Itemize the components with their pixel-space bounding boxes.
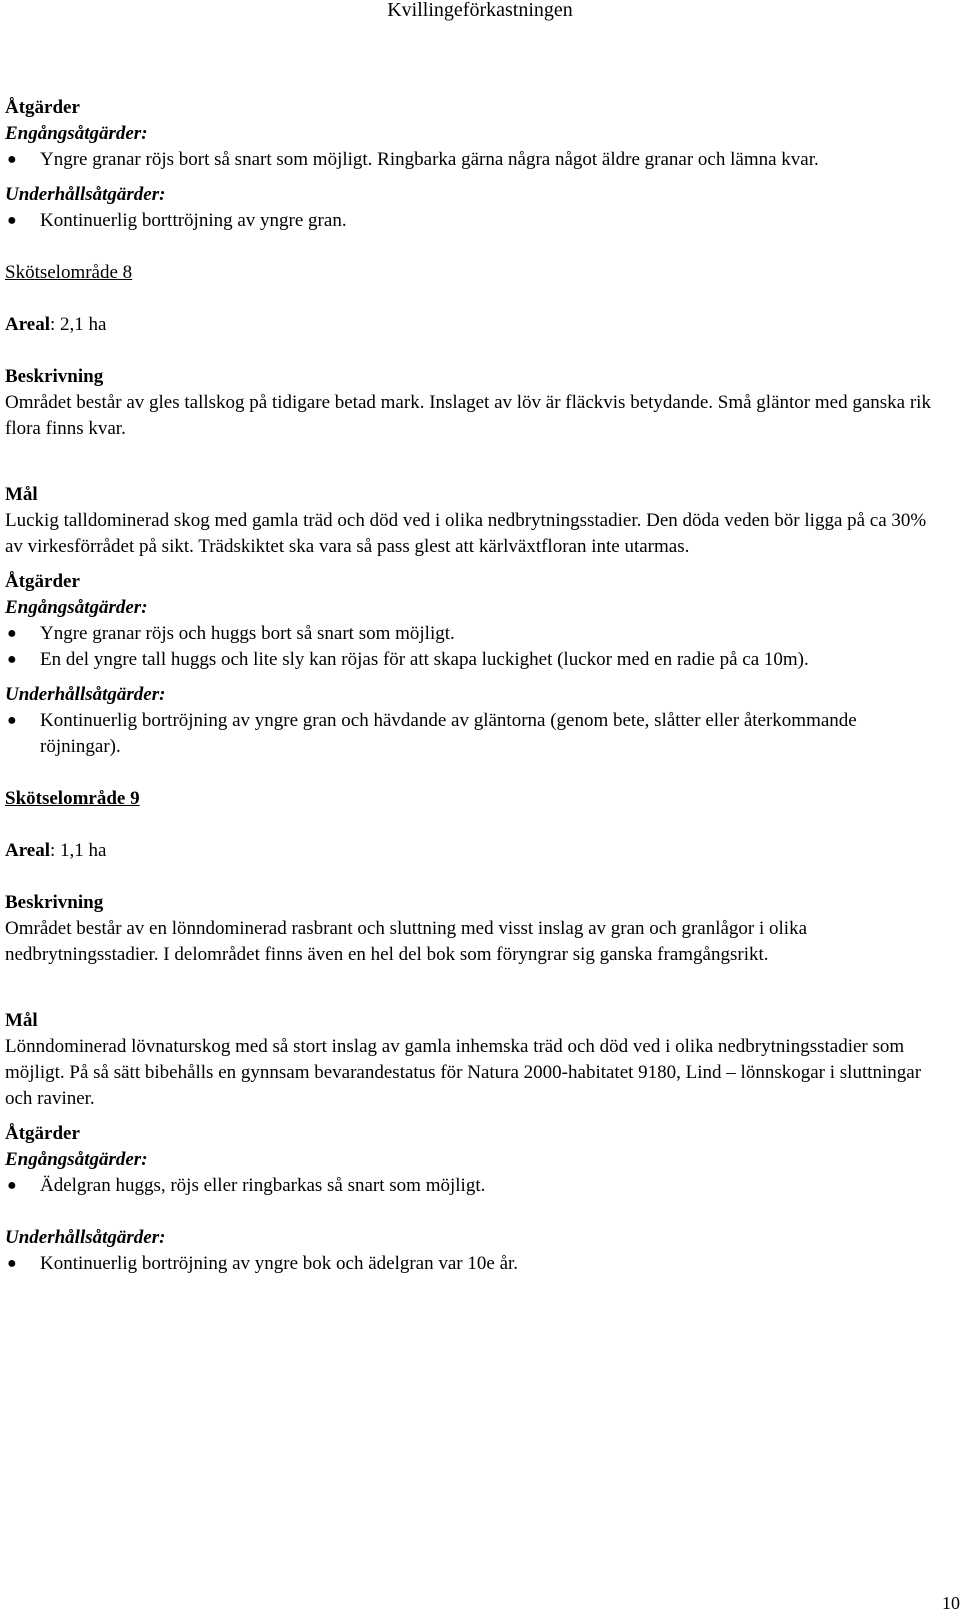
mal-heading: Mål [5, 484, 38, 505]
bullet-icon: ● [7, 212, 17, 229]
section-title-9: Skötselområde 9 [5, 788, 140, 809]
atgarder-heading: Åtgärder [5, 1123, 80, 1144]
mal-heading: Mål [5, 1010, 38, 1031]
areal-value: : 2,1 ha [50, 314, 107, 335]
underhallsatgarder-list [5, 708, 940, 760]
underhallsatgarder-list [5, 1251, 940, 1277]
areal-value: : 1,1 ha [50, 840, 107, 861]
beskrivning-text: Området består av gles tallskog på tidigare betad mark. Inslaget av löv är fläckvis betydande. Små gläntor med ganska rik flora finns kvar. [5, 392, 931, 439]
bullet-icon: ● [7, 1255, 17, 1272]
areal-line [5, 838, 940, 864]
bullet-icon: ● [7, 151, 17, 168]
areal-label: Areal [5, 314, 51, 335]
list-item: ● Kontinuerlig bortröjning av yngre gran och hävdande av gläntorna (genom bete, slåtter eller återkommande röjningar). [7, 710, 857, 757]
bullet-icon: ● [7, 625, 17, 642]
bullet-icon: ● [7, 651, 17, 668]
beskrivning-heading: Beskrivning [5, 366, 104, 387]
page-number: 10 [942, 1593, 960, 1613]
engangsatgarder-label: Engångsåtgärder: [5, 597, 148, 618]
list-item: ● Kontinuerlig bortröjning av yngre bok och ädelgran var 10e år. [5, 1251, 940, 1277]
list-item: ● Yngre granar röjs bort så snart som möjligt. Ringbarka gärna några något äldre granar och lämna kvar. [5, 147, 940, 173]
list-item: ● Yngre granar röjs och huggs bort så snart som möjligt. [5, 621, 940, 647]
underhallsatgarder-list [5, 208, 940, 234]
atgarder-heading: Åtgärder [5, 97, 80, 118]
list-item: ● Ädelgran huggs, röjs eller ringbarkas så snart som möjligt. [5, 1173, 940, 1199]
document-body [5, 95, 940, 1277]
document-header: Kvillingeförkastningen [387, 0, 573, 21]
engangsatgarder-list [5, 621, 940, 673]
mal-text: Luckig talldominerad skog med gamla träd och död ved i olika nedbrytningsstadier. Den döda veden bör ligga på ca 30% av virkesförrådet på sikt. Trädskiktet ska vara så pass glest att kärlväxtfloran inte utarmas. [5, 510, 927, 557]
engangsatgarder-list [5, 147, 940, 173]
underhallsatgarder-label: Underhållsåtgärder: [5, 684, 166, 705]
bullet-icon: ● [7, 712, 17, 729]
list-item: ● En del yngre tall huggs och lite sly kan röjas för att skapa luckighet (luckor med en radie på ca 10m). [5, 647, 940, 673]
bullet-icon: ● [7, 1177, 17, 1194]
underhallsatgarder-label: Underhållsåtgärder: [5, 184, 166, 205]
beskrivning-heading: Beskrivning [5, 892, 104, 913]
beskrivning-text: Området består av en lönndominerad rasbrant och sluttning med visst inslag av gran och granlågor i olika nedbrytningsstadier. I delområdet finns även en hel del bok som föryngrar sig ganska framgångsrikt. [5, 918, 808, 965]
mal-text: Lönndominerad lövnaturskog med så stort inslag av gamla inhemska träd och död ved i olika nedbrytningsstadier som möjligt. På så sätt bibehålls en gynnsam bevarandestatus för Natura 2000-habitatet 9180, Lind – lönnskogar i sluttningar och raviner. [5, 1036, 922, 1109]
underhallsatgarder-label: Underhållsåtgärder: [5, 1227, 166, 1248]
section-title-8: Skötselområde 8 [5, 262, 133, 283]
engangsatgarder-label: Engångsåtgärder: [5, 123, 148, 144]
areal-label: Areal [5, 840, 51, 861]
engangsatgarder-list [5, 1173, 940, 1199]
engangsatgarder-label: Engångsåtgärder: [5, 1149, 148, 1170]
list-item: ● Kontinuerlig borttröjning av yngre gran. [5, 208, 940, 234]
areal-line [5, 312, 940, 338]
atgarder-heading: Åtgärder [5, 571, 80, 592]
